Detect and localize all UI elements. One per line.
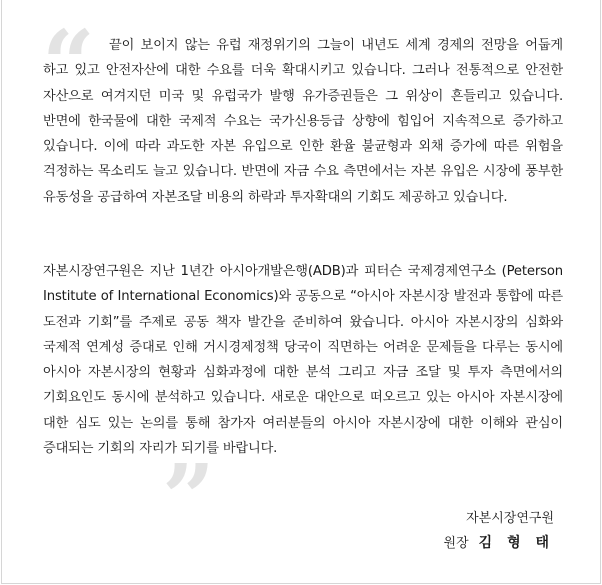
signature-title: 원장 xyxy=(443,536,469,551)
close-quote-mark-icon: ” xyxy=(162,444,209,552)
paragraph-2-text: 자본시장연구원은 지난 1년간 아시아개발은행(ADB)과 피터슨 국제경제연구소 (Peterson Institute of International Economics)와 공동으로 “아시아 자본시장 발전과 통합에 따른 도전과 기회”를 주제로 공동 책자 발간을 준비하여 왔습니다. 아시아 자본시장의 심화와 국제적 연계성 증대로 인해 거시경제정책 당국이 직면하는 어려운 문제들을 다루는 동시에 아시아 자본시장의 현황과 심화과정에 대한 분석 그리고 자금 조달 및 투자 측면에서의 기회요인도 동시에 분석하고 있습니다. 새로운 대안으로 떠오르고 있는 아시아 자본시장에 대한 심도 있는 논의를 통해 참가자 여러분들의 아시아 자본시장에 대한 이해와 관심이 증대되는 기회의 자리가 되기를 바랍니다. xyxy=(43,264,563,457)
open-quote-mark-icon: “ xyxy=(42,10,89,118)
signature-person xyxy=(444,532,554,552)
greeting-panel xyxy=(1,0,601,584)
signature-organization: 자본시장연구원 xyxy=(466,511,554,526)
paragraph-1-text: 끝이 보이지 않는 유럽 재정위기의 그늘이 내년도 세계 경제의 전망을 어둡게 하고 있고 안전자산에 대한 수요를 더욱 확대시키고 있습니다. 그러나 전통적으로 안전한 자산으로 여겨지던 미국 및 유럽국가 발행 유가증권들은 그 위상이 흔들리고 있습니다. 반면에 한국물에 대한 국제적 수요는 국가신용등급 상향에 힘입어 지속적으로 증가하고 있습니다. 이에 따라 과도한 자본 유입으로 인한 환율 불균형과 외채 증가에 따른 위험을 걱정하는 목소리도 늘고 있습니다. 반면에 자금 수요 측면에서는 자본 유입은 시장에 풍부한 유동성을 공급하여 자본조달 비용의 하락과 투자확대의 기회도 제공하고 있습니다. xyxy=(43,38,563,205)
greeting-paragraph-1 xyxy=(43,33,563,210)
signature-name: 김 형 태 xyxy=(478,535,554,551)
greeting-paragraph-2 xyxy=(43,259,563,461)
